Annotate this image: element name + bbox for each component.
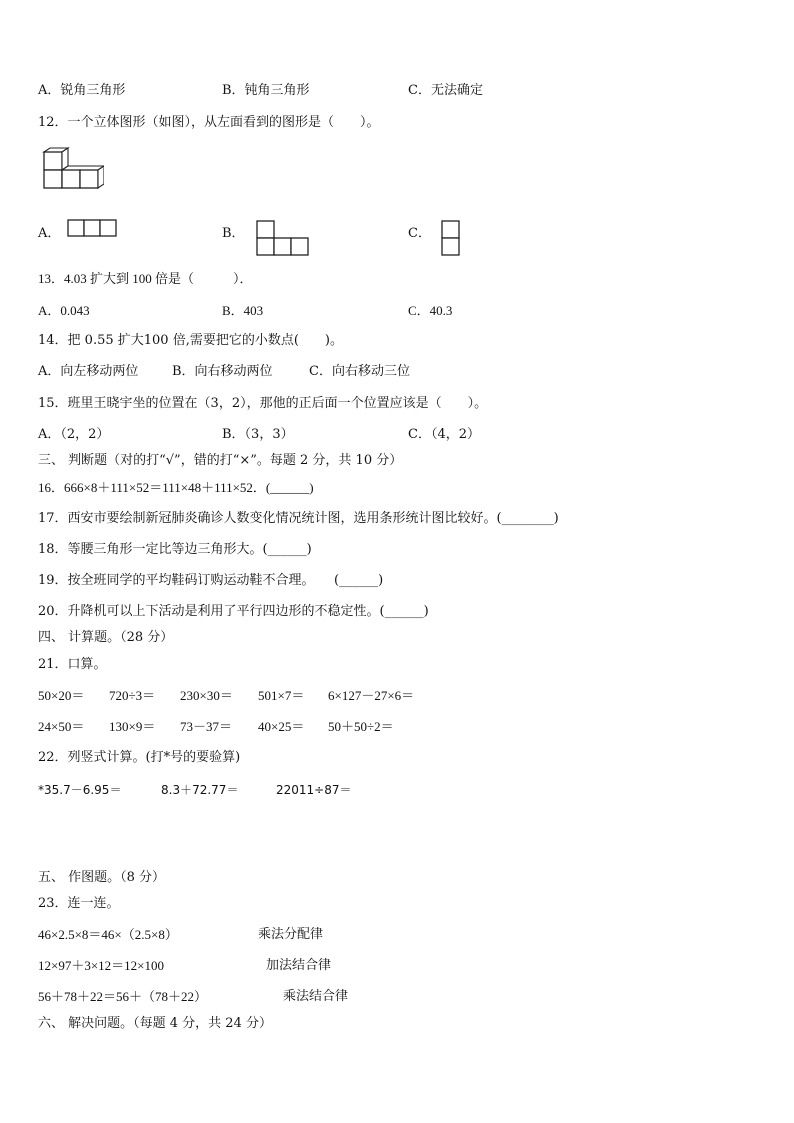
q14-option-b: B．向右移动两位 [172, 364, 273, 379]
q21-row2-item: 130×9＝ [109, 719, 156, 734]
q18-text: 18．等腰三角形一定比等边三角形大。(______) [38, 542, 312, 557]
q20-text: 20．升降机可以上下活动是利用了平行四边形的不稳定性。(______) [38, 604, 429, 619]
q13-option-c: C．40.3 [408, 303, 453, 318]
q12-option-b-label: B． [222, 226, 245, 241]
q15-option-c: C．（4，2） [408, 427, 480, 442]
section6-title: 六、 解决问题。（每题 4 分，共 24 分） [38, 1016, 272, 1031]
q23-right-item: 乘法结合律 [283, 989, 349, 1004]
q12-solid-figure [38, 146, 104, 192]
q15-stem: 15．班里王晓宇坐的位置在（3，2），那他的正后面一个位置应该是（ ）。 [38, 396, 488, 411]
q23-left-item: 56＋78＋22＝56＋（78＋22） [38, 989, 208, 1004]
q21-row2-item: 24×50＝ [38, 719, 85, 734]
q12-option-a-label: A． [38, 226, 61, 241]
q22-item: 22011÷87＝ [276, 783, 352, 797]
q14-option-a: A．向左移动两位 [38, 364, 139, 379]
q11-option-c: C．无法确定 [408, 83, 483, 98]
q13-option-b: B．403 [222, 303, 264, 318]
q21-row2-item: 73－37＝ [180, 719, 233, 734]
section3-title: 三、 判断题（对的打“√”，错的打“×”。每题 2 分，共 10 分） [38, 453, 403, 468]
q15-option-a: A．（2，2） [38, 427, 110, 442]
q11-option-b: B．钝角三角形 [222, 83, 310, 98]
q22-item: 8.3＋72.77＝ [161, 783, 239, 797]
q21-row2-item: 50＋50÷2＝ [328, 719, 394, 734]
q12-option-c-figure [441, 220, 463, 258]
q12-option-c-label: C． [408, 226, 431, 241]
q21-row1-item: 720÷3＝ [109, 688, 156, 703]
q22-stem: 22．列竖式计算。(打*号的要验算) [38, 750, 241, 765]
q23-stem: 23．连一连。 [38, 896, 120, 911]
q12-option-a-figure [67, 219, 119, 239]
q15-option-b: B．（3，3） [222, 427, 294, 442]
q11-option-a: A．锐角三角形 [38, 83, 126, 98]
q23-right-item: 乘法分配律 [258, 927, 324, 942]
q14-stem: 14．把 0.55 扩大100 倍,需要把它的小数点( )。 [38, 333, 343, 348]
q21-row1-item: 50×20＝ [38, 688, 85, 703]
q19-text: 19．按全班同学的平均鞋码订购运动鞋不合理。 (______) [38, 573, 384, 588]
q21-row2-item: 40×25＝ [258, 719, 305, 734]
q23-left-item: 46×2.5×8＝46×（2.5×8） [38, 927, 178, 942]
q23-left-item: 12×97＋3×12＝12×100 [38, 958, 164, 973]
q21-row1-item: 501×7＝ [258, 688, 305, 703]
q22-item: *35.7－6.95＝ [38, 783, 122, 797]
q21-row1-item: 6×127－27×6＝ [328, 688, 415, 703]
q21-row1-item: 230×30＝ [180, 688, 233, 703]
q13-stem: 13．4.03 扩大到 100 倍是（ ）． [38, 271, 253, 286]
section5-title: 五、 作图题。（8 分） [38, 870, 166, 885]
q17-text: 17．西安市要绘制新冠肺炎确诊人数变化情况统计图，选用条形统计图比较好。(________) [38, 511, 559, 526]
q16-text: 16．666×8＋111×52＝111×48＋111×52．(______) [38, 480, 314, 495]
q23-right-item: 加法结合律 [266, 958, 332, 973]
q21-stem: 21．口算。 [38, 657, 107, 672]
q14-option-c: C．向右移动三位 [309, 364, 410, 379]
q12-stem: 12．一个立体图形（如图），从左面看到的图形是（ ）。 [38, 115, 380, 130]
q13-option-a: A．0.043 [38, 303, 90, 318]
q12-option-b-figure [256, 220, 312, 258]
section4-title: 四、 计算题。（28 分） [38, 630, 174, 645]
